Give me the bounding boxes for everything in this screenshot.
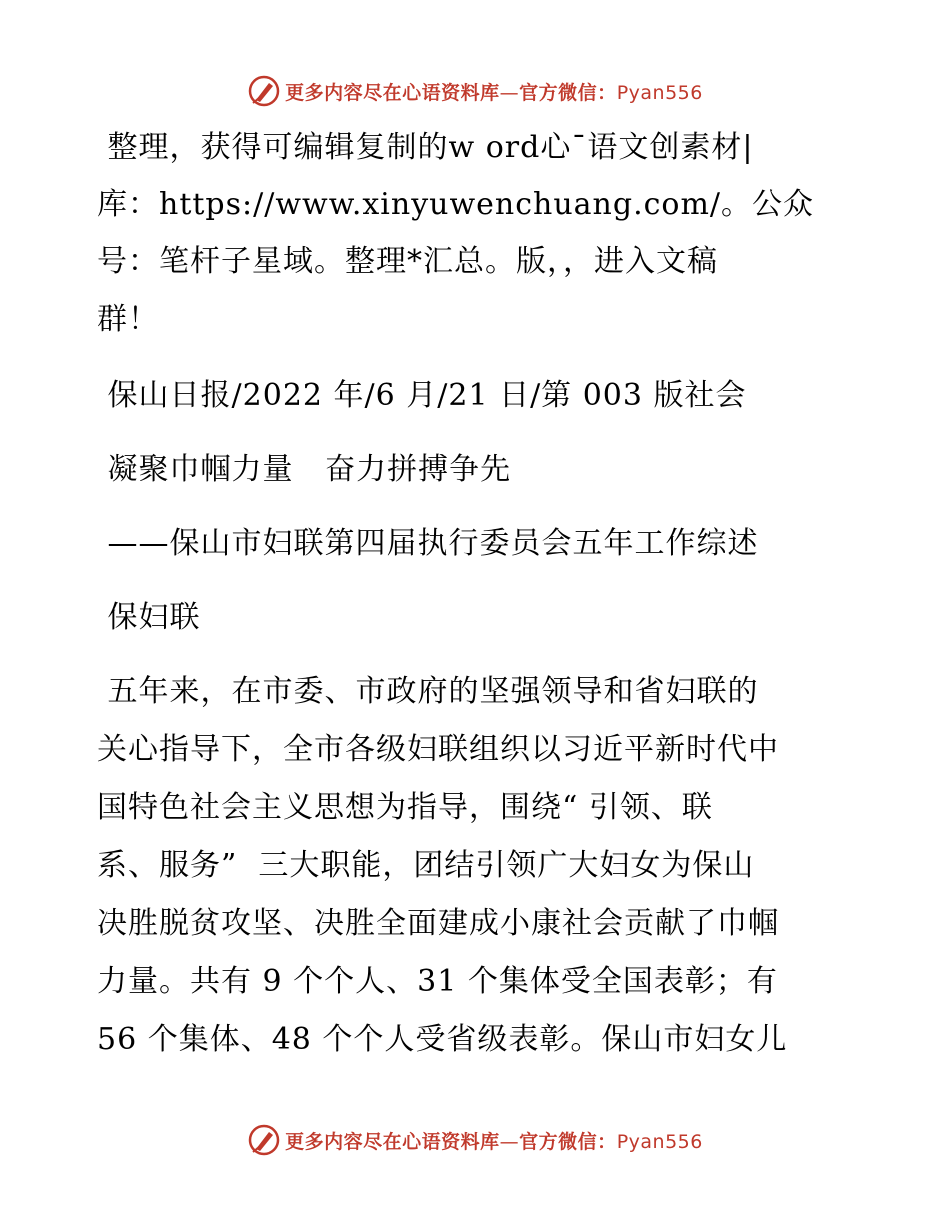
header-banner	[0, 71, 950, 111]
article-source: 保山日报/2022 年/6 月/21 日/第 003 版社会	[97, 378, 747, 413]
article-subtitle: ——保山市妇联第四届执行委员会五年工作综述	[97, 526, 759, 561]
intro-line: 群！	[97, 302, 159, 337]
intro-line: 号：笔杆子星域。整理*汇总。版，，进入文稿	[97, 244, 718, 279]
body-line: 系、服务” 三大职能，团结引领广大妇女为保山	[97, 848, 755, 883]
body-line: 决胜脱贫攻坚、决胜全面建成小康社会贡献了巾帼	[97, 906, 779, 941]
quill-pen-logo-icon	[247, 1123, 281, 1157]
footer-banner	[0, 1120, 950, 1160]
body-line: 力量。共有 9 个个人、31 个集体受全国表彰；有	[97, 964, 778, 999]
article-author: 保妇联	[97, 600, 201, 635]
body-line: 关心指导下，全市各级妇联组织以习近平新时代中	[97, 732, 779, 767]
article-title: 凝聚巾帼力量 奋力拼搏争先	[97, 452, 512, 487]
body-line: 56 个集体、48 个个人受省级表彰。保山市妇女儿	[97, 1022, 788, 1057]
body-line: 国特色社会主义思想为指导，围绕“ 引领、联	[97, 790, 713, 825]
body-line: 五年来，在市委、市政府的坚强领导和省妇联的	[97, 674, 759, 709]
intro-line: 库：https://www.xinyuwenchuang.com/。公众	[97, 187, 815, 222]
banner-text: 更多内容尽在心语资料库—官方微信：Pyan556	[285, 81, 703, 104]
intro-line: 整理，获得可编辑复制的w ord心¯语文创素材|	[97, 130, 754, 165]
banner-text: 更多内容尽在心语资料库—官方微信：Pyan556	[285, 1130, 703, 1153]
quill-pen-logo-icon	[247, 74, 281, 108]
